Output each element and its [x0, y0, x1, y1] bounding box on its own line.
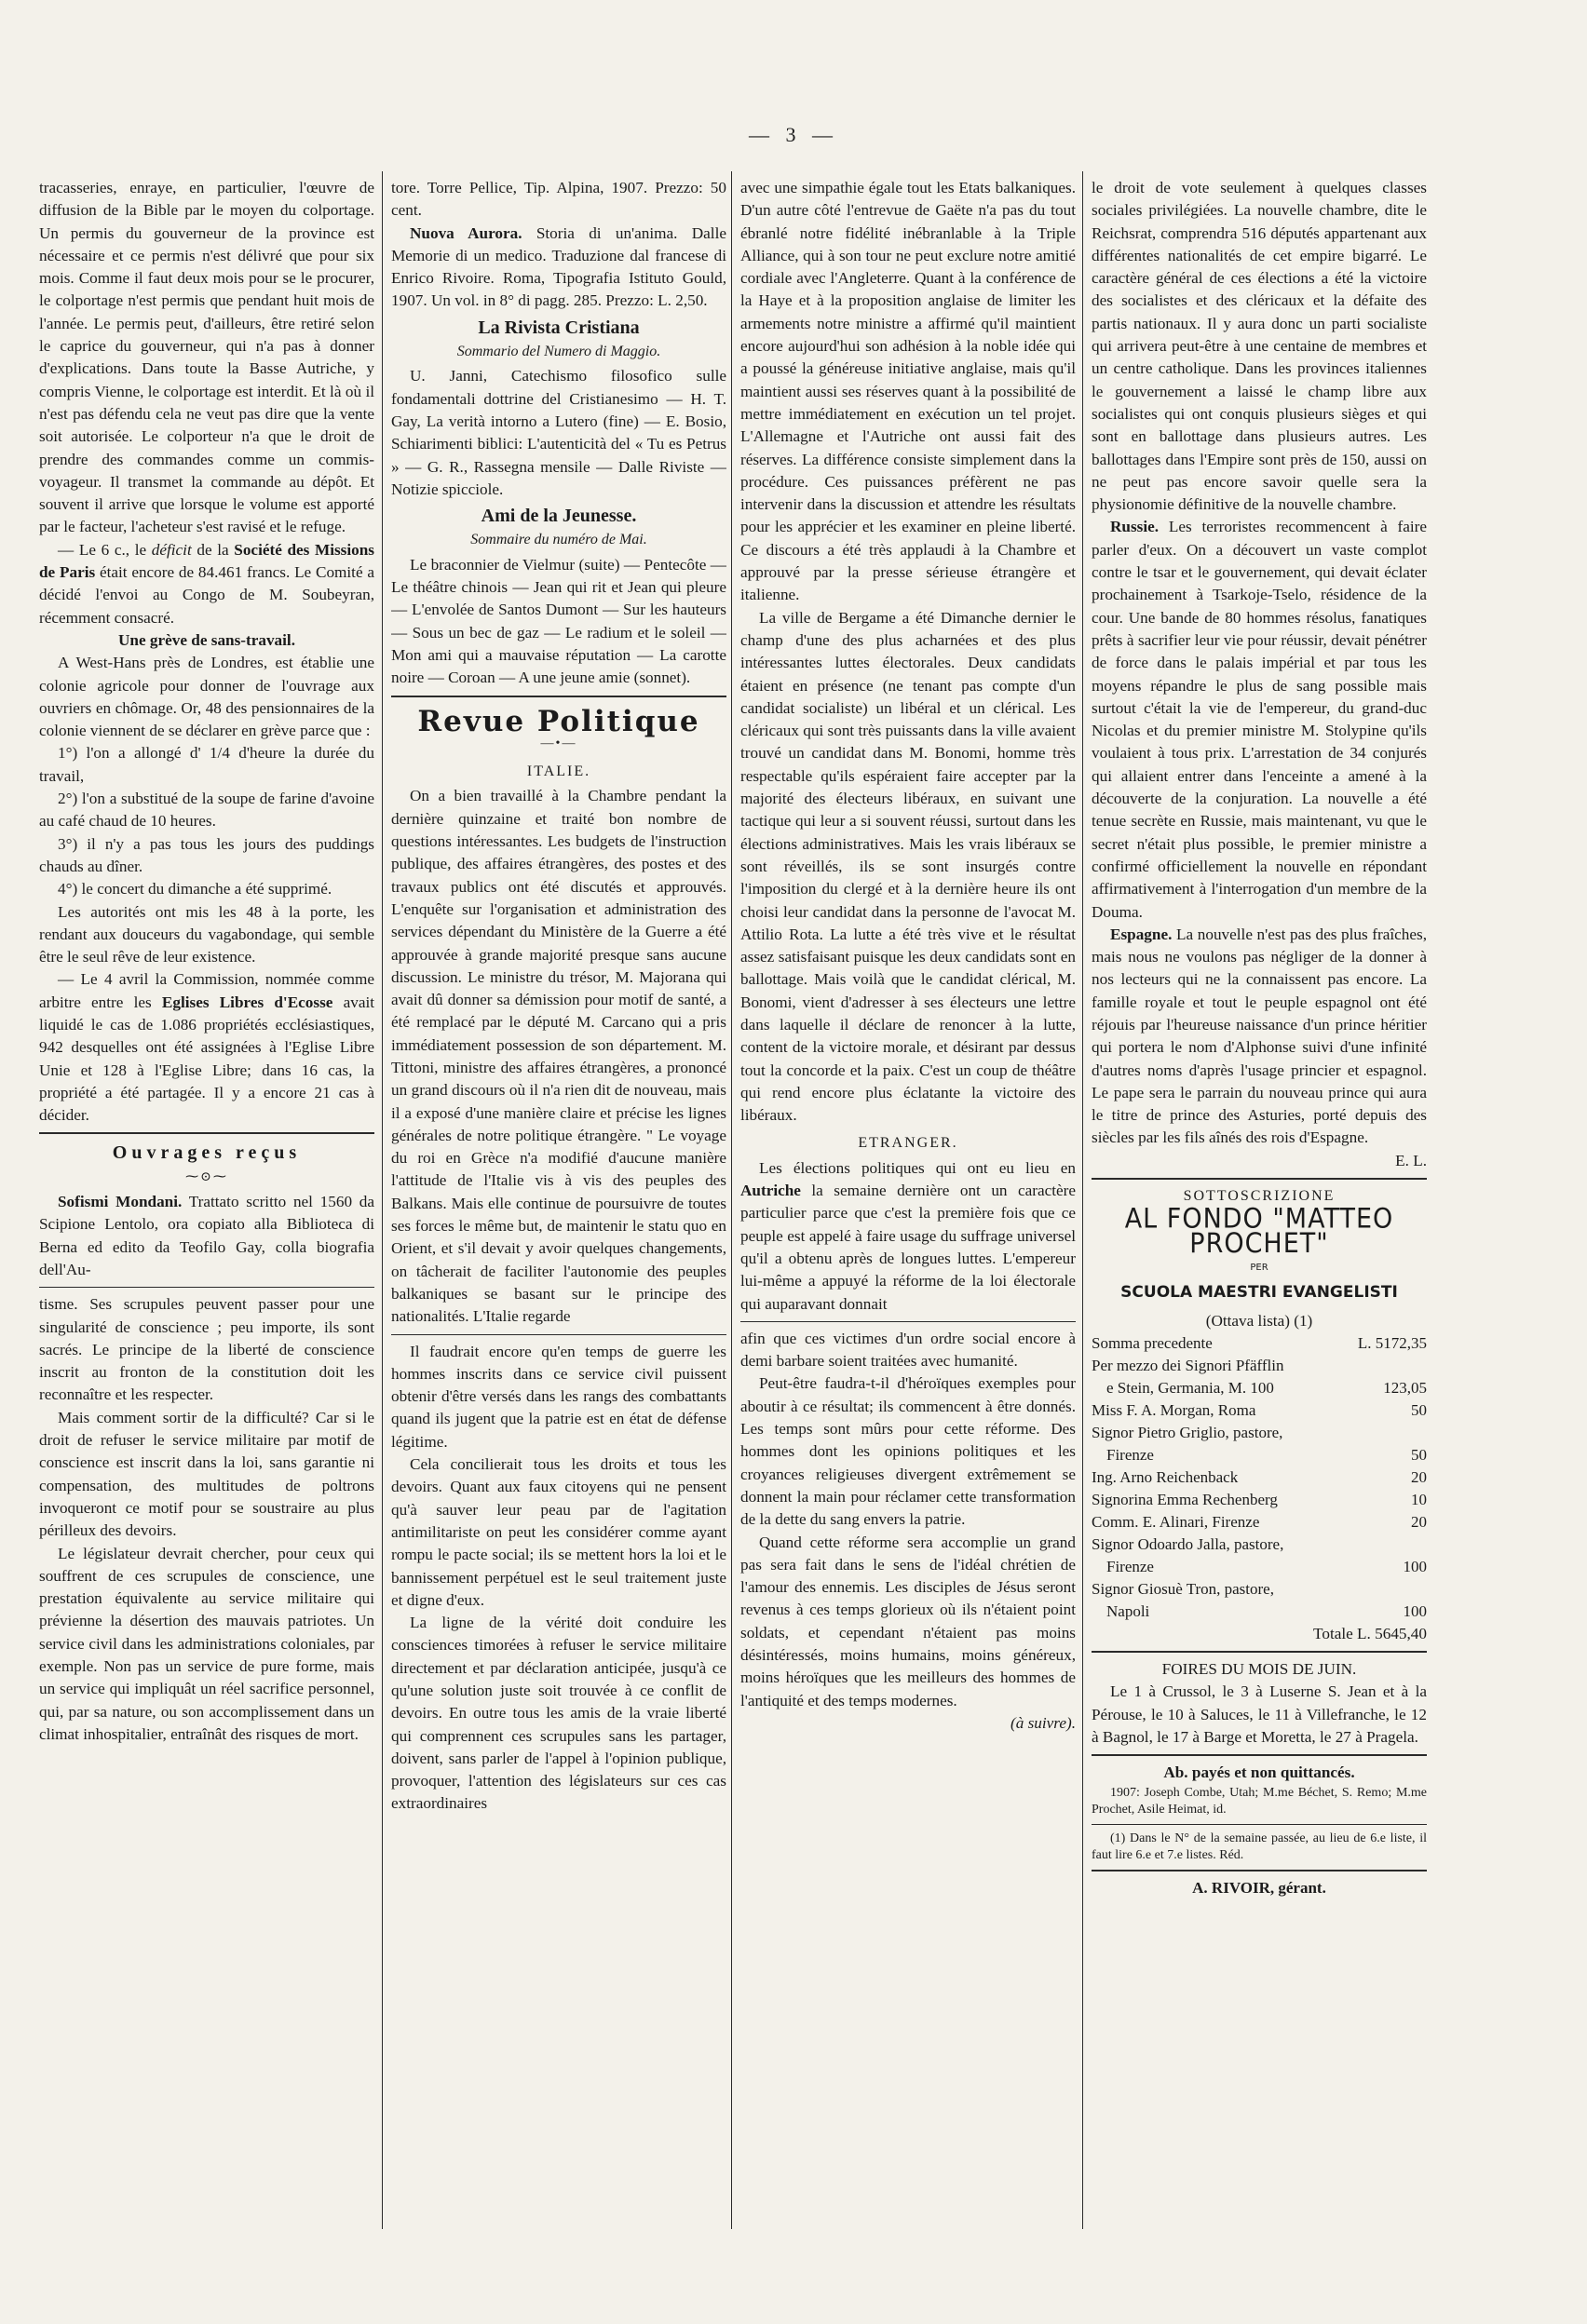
- subscription-list: [1092, 1332, 1427, 1623]
- section-heading: Une grève de sans-travail.: [118, 630, 295, 649]
- column-rule: [1082, 171, 1083, 2229]
- paragraph: Le braconnier de Vielmur (suite) — Pentecôte — Le théâtre chinois — Jean qui rit et Jean qui pleure — L'envolée de Santos Dumont — Sur les hauteurs — Sous un bec de gaz — Le radium et le soleil — Mon ami qui a mauvaise réputation — La carotte noire — Coroan — A une jeune amie (sonnet).: [391, 555, 726, 687]
- paragraph: A West-Hans près de Londres, est établie une colonie agricole pour donner de l'ouvrage aux ouvriers en chômage. Or, 48 des pensionnaires de la colonie viennent de se déclarer en grève parce que :: [39, 654, 374, 740]
- section-heading: Ami de la Jeunesse.: [481, 506, 637, 527]
- subscription-amount: [1362, 1422, 1427, 1444]
- column-3: [740, 177, 1076, 2253]
- separator: [391, 696, 726, 697]
- paragraph: Le législateur devrait chercher, pour ceux qui souffrent de ces scrupules de conscience, une prestation équivalente au service militaire qui prévienne la désertion des mauvais patriotes. Un service civil dans les administrations coloniales, par exemple. Non pas un service de pure forme, mais un service qui impliquât un réel sacrifice personnel, qui, par sa nature, ou son accomplissement dans un climat inhospitalier, entraînât des risques de mort.: [39, 1544, 374, 1743]
- separator: [740, 1321, 1076, 1322]
- paragraph: Les élections politiques qui ont eu lieu en Autriche la semaine dernière ont un caractère particulier parce que c'est la première fois que ce peuple est appelé à faire usage du suffrage universel qu'il a obtenu après de longues luttes. L'empereur lui-même a appuyé la réforme de la loi électorale qui auparavant donnait: [740, 1158, 1076, 1313]
- subscriber-name: Signor Odoardo Jalla, pastore,: [1092, 1534, 1284, 1553]
- column-4: [1092, 177, 1427, 2253]
- column-rule: [731, 171, 732, 2229]
- paragraph: 1907: Joseph Combe, Utah; M.me Béchet, S. Remo; M.me Prochet, Asile Heimat, id.: [1092, 1785, 1427, 1817]
- subscription-row: [1092, 1355, 1427, 1377]
- fund-subtitle: SCUOLA MAESTRI EVANGELISTI: [1120, 1283, 1398, 1303]
- subscriber-name: Comm. E. Alinari, Firenze: [1092, 1512, 1260, 1531]
- separator: [1092, 1824, 1427, 1825]
- paragraph: Quand cette réforme sera accomplie un grand pas sera fait dans le sens de l'idéal chrétien de l'amour des ennemis. Les disciples de Jésus seront revenus à ces temps glorieux où ils n'étaient point soldats, et cependant n'étaient pas moins désintéressés, moins humains, moins généreux, moins héroïques que les meilleurs des hommes de l'antiquité et des temps modernes.: [740, 1533, 1076, 1709]
- subscriber-name: Miss F. A. Morgan, Roma: [1092, 1400, 1256, 1419]
- paragraph: tisme. Ses scrupules peuvent passer pour une singularité de conscience ; peu importe, ils sont sacrés. Le principe de la liberté de conscience inscrit au fronton de la constitution doit les reconnaître et les respecter.: [39, 1295, 374, 1404]
- subscriber-name: Ing. Arno Reichenback: [1092, 1467, 1239, 1486]
- subscription-amount: 100: [1403, 1601, 1427, 1620]
- fund-per: PER: [1250, 1262, 1268, 1273]
- subscription-amount: 20: [1411, 1512, 1427, 1531]
- subscription-row: [1092, 1377, 1427, 1399]
- list-item: 3°) il n'y a pas tous les jours des puddings chauds au dîner.: [39, 834, 374, 875]
- subscription-amount: 50: [1411, 1445, 1427, 1464]
- subscription-amount: [1362, 1534, 1427, 1556]
- subscription-row: [1092, 1422, 1427, 1444]
- subscription-row: [1092, 1332, 1427, 1355]
- section-heading: Ouvrages reçus: [112, 1142, 302, 1164]
- page-number: — 3 —: [749, 123, 838, 146]
- paragraph: avec une simpathie égale tout les Etats balkaniques. D'un autre côté l'entrevue de Gaëte n'a pas du tout ébranlé notre fidélité inébranlable à la Triple Alliance, qui à son tour ne peut exclure notre amitié cordiale avec l'Angleterre. Quant à la conférence de la Haye et à la proposition anglaise de limiter les armements notre ministre a affirmé qu'il maintient encore aujourd'hui son adhésion à la noble idée qui a poussé la généreuse initiative anglaise, mais qu'il maintient aussi ses réserves quant à la possibilité de mettre immédiatement en exécution un tel projet. L'Allemagne et l'Autriche ont aussi fait des réserves. La différence consiste simplement dans la procédure. Ces puissances préfèrent ne pas intervenir dans la discussion et attendre les résultats pour les apprécier et les examiner en pleine liberté. Ce discours a été très applaudi à la Chambre et approuvé par la presse sérieuse étrangère et italienne.: [740, 179, 1076, 604]
- paragraph: On a bien travaillé à la Chambre pendant la dernière quinzaine et traité bon nombre de questions intéressantes. Les budgets de l'instruction publique, des affaires étrangères, des postes et des travaux publics ont été discutés et approuvés. L'enquête sur l'organisation et administration des services dépendant du Ministère de la Guerre a été approuvée à grande majorité presque sans aucune discussion. Le ministre du trésor, M. Majorana qui avait dû donner sa démission pour motif de santé, a été remplacé par le député M. Carcano qui a pris immédiatement possession de son département. M. Tittoni, ministre des affaires étrangères, a prononcé un grand discours où il n'a rien dit de nouveau, mais il a exposé d'une manière claire et précise les lignes générales de notre politique étrangère. " Le voyage du roi en Grèce n'a modifié d'aucune manière l'attitude de l'Italie vis à vis des peuples des Balkans. Mais elle continue de poursuivre de toutes ses forces le même but, de maintenir le statu quo en Orient, et s'il devait y avoir quelques changements, on tâcherait de faciliter l'autonomie des peuples balkaniques se basant sur le principe des nationalités. L'Italie regarde: [391, 787, 726, 1326]
- subscription-row: [1092, 1601, 1427, 1623]
- section-subheading: Sommario del Numero di Maggio.: [456, 344, 661, 360]
- paragraph: Sofismi Mondani. Trattato scritto nel 1560 da Scipione Lentolo, ora copiato alla Biblioteca di Berna ed edito da Teofilo Gay, colla biografia dell'Au-: [39, 1193, 374, 1278]
- column-1: [39, 177, 374, 2253]
- paragraph: Cela concilierait tous les droits et tous les devoirs. Quant aux faux citoyens qui ne pensent qu'à sauver leur peau par de l'agitation antimilitariste on peut les considérer comme ayant rompu le pacte social; ils se mettent hors la loi et le bannissement perpétuel est le seul traitement juste et digne d'eux.: [391, 1455, 726, 1609]
- subscription-amount: L. 5172,35: [1357, 1333, 1427, 1352]
- subscription-amount: [1362, 1578, 1427, 1601]
- author-initials: E. L.: [1395, 1151, 1427, 1169]
- paragraph: — Le 6 c., le déficit de la Société des Missions de Paris était encore de 84.461 francs. Le Comité a décidé l'envoi au Congo de M. Soubeyran, récemment consacré.: [39, 540, 374, 627]
- subsection-heading: ITALIE.: [526, 763, 591, 780]
- subscription-heading: SOTTOSCRIZIONE: [1183, 1188, 1336, 1205]
- subscription-row: [1092, 1556, 1427, 1578]
- separator: [391, 1334, 726, 1335]
- separator: [39, 1287, 374, 1288]
- separator: [39, 1132, 374, 1134]
- subscriber-name: Per mezzo dei Signori Pfäfflin: [1092, 1356, 1284, 1374]
- paragraph: Peut-être faudra-t-il d'héroïques exemples pour aboutir à ce résultat; ils commencent à être donnés. Les temps sont mûrs pour cette réforme. Des hommes dont les opinions politiques et les croyances religieuses divergent extrêmement se donnent la main pour réclamer cette transformation de la dette du sang envers la patrie.: [740, 1374, 1076, 1529]
- subscription-row: [1092, 1578, 1427, 1601]
- subscription-row: [1092, 1489, 1427, 1511]
- separator: [1092, 1754, 1427, 1756]
- paragraph: La ville de Bergame a été Dimanche dernier le champ d'une des plus acharnées et des plus intéressantes luttes électorales. Deux candidats étaient en présence (ne tenant pas compte d'un candidat socialiste) un libéral et un clérical. Les cléricaux qui sont très puissants dans la ville avaient trouvé un candidat dans M. Bonomi, homme très respectable qu'ils espéraient faire accepter par la majorité des électeurs libéraux, en suivant une tactique qui leur a si souvent réussi, surtout dans les élections administratives. Mais les vrais libéraux se sont réveillés, ils se sont insurgés contre l'imposition du clergé et à la dernière heure ils ont choisi leur candidat dans la personne de l'avocat M. Attilio Rota. La lutte a été très vive et le résultat assez satisfaisant puisque les deux candidats sont en ballottage. Mais voilà que le candidat clérical, M. Bonomi, vient d'adresser à ses électeurs une lettre dans laquelle il déclare de renoncer à la lutte, content de la victoire morale, et désirant par dessus tout la concorde et la paix. C'est un coup de théâtre qui rend encore plus éclatante la victoire des libéraux.: [740, 608, 1076, 1125]
- list-number: (Ottava lista) (1): [1205, 1311, 1313, 1330]
- list-item: 1°) l'on a allongé d' 1/4 d'heure la durée du travail,: [39, 744, 374, 785]
- subscription-amount: 123,05: [1383, 1378, 1427, 1397]
- footnote: (1) Dans le N° de la semaine passée, au lieu de 6.e liste, il faut lire 6.e et 7.e listes. Réd.: [1092, 1831, 1427, 1862]
- ornament: ⁓⊙⁓: [185, 1169, 228, 1184]
- paragraph: Nuova Aurora. Storia di un'anima. Dalle Memorie di un medico. Traduzione dal francese di Enrico Rivoire. Roma, Tipografia Istituto Gould, 1907. Un vol. in 8° di pagg. 285. Prezzo: L. 2,50.: [391, 223, 726, 310]
- subscription-amount: 50: [1411, 1400, 1427, 1419]
- separator: [1092, 1651, 1427, 1653]
- paragraph: Le 1 à Crussol, le 3 à Luserne S. Jean et à la Pérouse, le 10 à Saluces, le 11 à Villefranche, le 12 à Bagnol, le 17 à Barge et Moretta, le 27 à Pragela.: [1092, 1682, 1427, 1747]
- subscription-total: Totale L. 5645,40: [1313, 1624, 1427, 1642]
- paragraph: Russie. Les terroristes recommencent à faire parler d'eux. On a découvert un vaste complot contre le tsar et le gouvernement, qui devait éclater prochainement à Tsarkoje-Tselo, résidence de la cour. Une bande de 80 hommes résolus, fanatiques prêts à sacrifier leur vie pour réussir, devait pénétrer de force dans le palais impérial et par tous les moyens répandre le plus de sang possible mais surtout c'était la vie de l'empereur, du grand-duc Nicolas et du premier ministre M. Stolypine qu'ils voulaient à tous prix. L'arrestation de 34 conjurés qui allaient entrer dans l'enceinte a amené à la découverte de la conjuration. La nouvelle a été tenue secrète en Russie, mais maintenant, vu que le secret n'était plus possible, le premier ministre a confirmé officiellement la nouvelle en répondant affirmativement à l'interrogation d'un membre de la Douma.: [1092, 518, 1427, 921]
- paragraph: tore. Torre Pellice, Tip. Alpina, 1907. Prezzo: 50 cent.: [391, 179, 726, 220]
- paragraph: — Le 4 avril la Commission, nommée comme arbitre entre les Eglises Libres d'Ecosse avait liquidé le cas de 1.086 propriétés ecclésiastiques, 942 desquelles ont été assignées à l'Eglise Libre Unie et 128 à l'Eglise Libre; dans 16 cas, la propriété a été partagée. Il y a encore 21 cas à décider.: [39, 970, 374, 1125]
- section-heading: FOIRES DU MOIS DE JUIN.: [1161, 1660, 1357, 1679]
- subscriber-name: Signor Giosuè Tron, pastore,: [1092, 1579, 1274, 1598]
- separator: [1092, 1870, 1427, 1871]
- section-subheading: Sommaire du numéro de Mai.: [470, 532, 647, 548]
- section-heading: La Rivista Cristiana: [478, 317, 640, 338]
- subscription-row: [1092, 1466, 1427, 1489]
- subscription-row: [1092, 1511, 1427, 1534]
- subscription-row: [1092, 1399, 1427, 1422]
- subscriber-name: Firenze: [1106, 1557, 1154, 1575]
- paragraph: tracasseries, enraye, en particulier, l'œuvre de diffusion de la Bible par le moyen du colportage. Un permis du gouverneur de la province est nécessaire et ce permis n'est délivré que pour six mois. Comme il faut deux mois pour se le procurer, le colportage n'est permis que pendant huit mois de l'année. Le permis peut, d'ailleurs, être retiré selon le caprice du gouverneur, qui n'a pas à donner d'explications. Dans toute la Basse Autriche, y compris Vienne, le colportage est interdit. Et là où il n'est pas défendu cela ne veut pas dire que la vente soit autorisée. Le colporteur n'a que le droit de prendre des commandes comme un commis-voyageur. Il transmet la commande au dépôt. Et souvent il arrive que lorsque le volume est apporté par le facteur, l'acheteur s'est ravisé et le refuge.: [39, 179, 374, 536]
- list-item: 2°) l'on a substitué de la soupe de farine d'avoine au café chaud de 10 heures.: [39, 790, 374, 831]
- subscription-amount: 100: [1403, 1557, 1427, 1575]
- subscription-amount: 20: [1411, 1467, 1427, 1486]
- subscriber-name: Somma precedente: [1092, 1333, 1213, 1352]
- subscriber-name: e Stein, Germania, M. 100: [1106, 1378, 1274, 1397]
- ornament: —•—: [540, 736, 577, 750]
- paragraph: Espagne. La nouvelle n'est pas des plus fraîches, mais nous ne voulons pas négliger de la donner à nos lecteurs qui ne la connaissent pas encore. La famille royale et tout le peuple espagnol ont été réjouis par l'heureuse naissance d'un prince héritier qui portera le nom d'Alphonse suivi d'une infinité d'autres noms d'après l'usage princier et espagnol. Le pape sera le parrain du nouveau prince qui aura le titre de prince des Asturies, porté depuis des siècles par les fils aînés des rois d'Espagne.: [1092, 925, 1427, 1147]
- subscription-amount: [1362, 1355, 1427, 1377]
- section-heading: Ab. payés et non quittancés.: [1163, 1763, 1355, 1782]
- section-heading: Revue Politique: [417, 704, 700, 738]
- subscription-row: [1092, 1444, 1427, 1466]
- list-item: 4°) le concert du dimanche a été supprimé.: [58, 880, 332, 899]
- subscriber-name: Firenze: [1106, 1445, 1154, 1464]
- subsection-heading: ETRANGER.: [858, 1135, 958, 1152]
- paragraph: U. Janni, Catechismo filosofico sulle fondamentali dottrine del Cristianesimo — H. T. Gay, La verità intorno a Lutero (fine) — E. Bosio, Schiarimenti biblici: L'autenticità del « Tu es Petrus » — G. R., Rassegna mensile — Dalle Riviste — Notizie spicciole.: [391, 367, 726, 498]
- paragraph: Il faudrait encore qu'en temps de guerre les hommes inscrits dans ce service civil puissent obtenir d'être versés dans les rangs des combattants quand ils jugent que la patrie est en état de défense légitime.: [391, 1342, 726, 1451]
- column-rule: [382, 171, 383, 2229]
- subscription-amount: 10: [1411, 1490, 1427, 1508]
- paragraph: afin que ces victimes d'un ordre social encore à demi barbare soient traitées avec humanité.: [740, 1329, 1076, 1371]
- publisher-signature: A. RIVOIR, gérant.: [1192, 1878, 1326, 1897]
- subscriber-name: Signor Pietro Griglio, pastore,: [1092, 1423, 1283, 1441]
- paragraph: La ligne de la vérité doit conduire les consciences timorées à refuser le service militaire directement et par déclaration anticipée, jusqu'à ce qu'une solution juste soit trouvée à ce conflit de devoirs. En outre tous les amis de la vraie liberté qui comprennent ces scrupules sans les partager, doivent, sans parler de l'appel à l'opinion publique, provoquer, l'attention des législateurs sur ces cas extraordinaires: [391, 1614, 726, 1813]
- paragraph: Les autorités ont mis les 48 à la porte, les rendant aux douceurs du vagabondage, qui semble être le seul rêve de leur existence.: [39, 902, 374, 966]
- fund-title: AL FONDO "MATTEO PROCHET": [1124, 1203, 1394, 1261]
- subscription-row: [1092, 1534, 1427, 1556]
- separator: [1092, 1178, 1427, 1180]
- to-be-continued: (à suivre).: [1011, 1713, 1076, 1732]
- subscriber-name: Napoli: [1106, 1601, 1150, 1620]
- subscriber-name: Signorina Emma Rechenberg: [1092, 1490, 1278, 1508]
- paragraph: Mais comment sortir de la difficulté? Car si le droit de refuser le service militaire par motif de conscience est inscrit dans la loi, sans garantie ni compensation, des multitudes de poltrons invoqueront ce motif pour se soustraire au plus périlleux des devoirs.: [39, 1408, 374, 1540]
- paragraph: le droit de vote seulement à quelques classes sociales privilégiées. La nouvelle chambre, dite le Reichsrat, comprendra 516 députés appartenant aux différentes nationalités de cet empire bigarré. Le caractère général de ces élections a été la victoire des socialistes et des cléricaux et la défaite des partis nationaux. Il y aura donc un parti socialiste qui arrivera peut-être à une centaine de membres et un centre catholique. Dans les provinces italiennes le gouvernement a laissé le champ libre aux socialistes qui ont conquis plusieurs sièges et qui sont en ballottage dans plusieurs autres. Les ballottages dans l'Empire sont près de 150, aussi on ne peut pas encore savoir quelle sera la physionomie définitive de la nouvelle chambre.: [1092, 179, 1427, 514]
- column-2: [391, 177, 726, 2253]
